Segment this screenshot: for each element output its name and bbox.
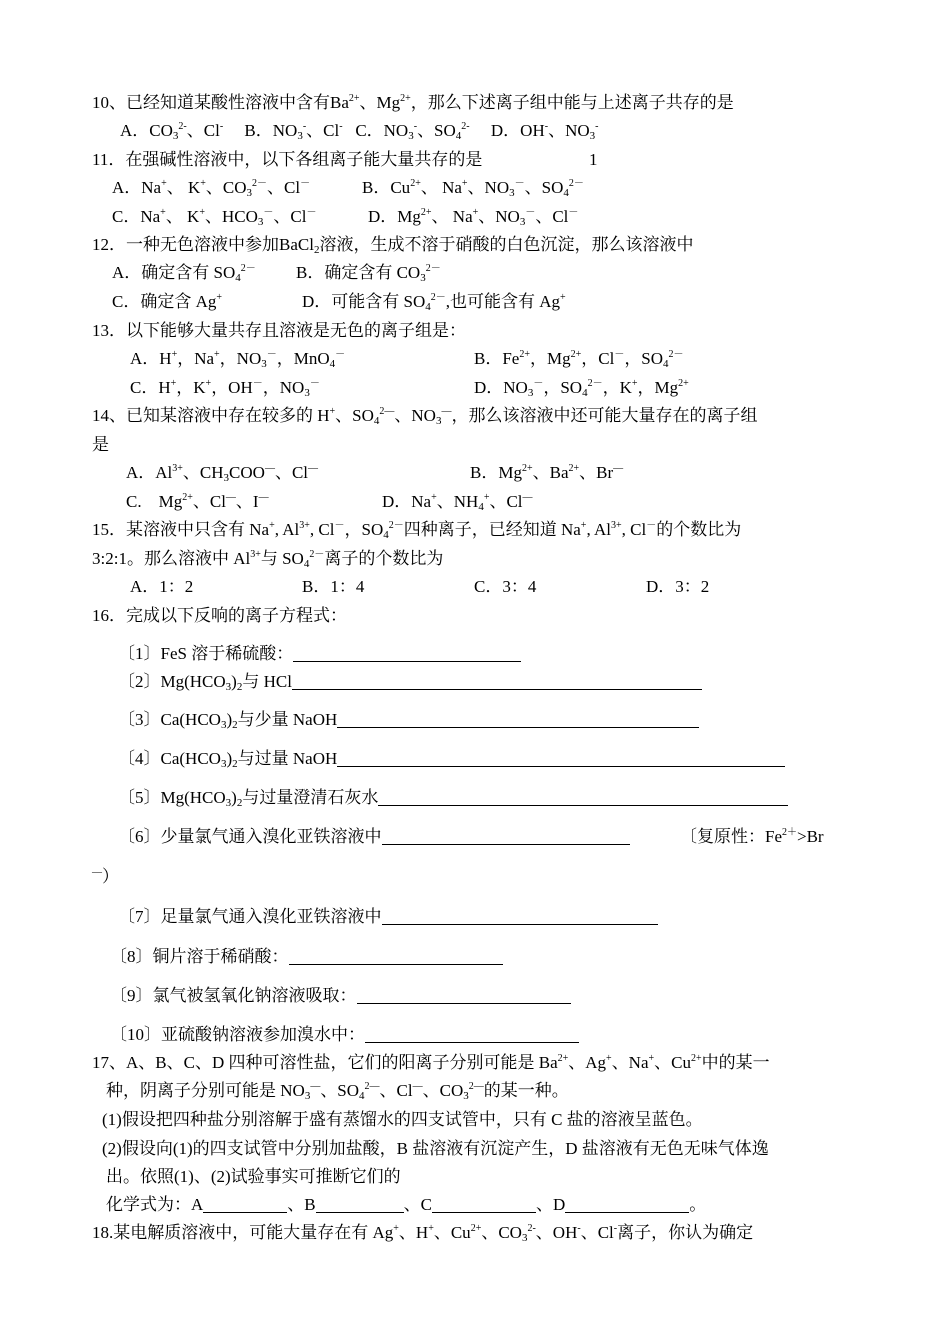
q17-stem-line2: 种，阴离子分别可能是 $NO_3^—$、$SO_4^{2—}$、Cl—、$CO_3^{2—}$的某一种。 bbox=[106, 1081, 569, 1102]
q11-stem: 11．在强碱性溶液中，以下各组离子能大量共存的是 bbox=[92, 150, 483, 169]
q16-item-6-hint: 〔复原性：$Fe^{2+}>Br$ bbox=[680, 827, 824, 846]
q14-stem-tail: 是 bbox=[92, 435, 109, 454]
answer-blank[interactable] bbox=[337, 748, 785, 767]
q11-option-c: C．Na+、 K+、$HCO_3^-$、Cl－ bbox=[112, 207, 317, 228]
q17-condition-2: (2)假设向(1)的四支试管中分别加盐酸，B 盐溶液有沉淀产生，D 盐溶液有无色无味气体逸 bbox=[102, 1139, 769, 1158]
q12-option-b: B．确定含有 $CO_3^{2-}$ bbox=[296, 263, 441, 284]
q16-item-7: 〔7〕足量氯气通入溴化亚铁溶液中 bbox=[118, 906, 658, 928]
q10-options bbox=[120, 120, 598, 142]
q13-stem: 13．以下能够大量共存且溶液是无色的离子组是： bbox=[92, 321, 466, 340]
q11-option-a: A．Na+、 K+、$CO_3^{2-}$、Cl－ bbox=[112, 178, 311, 199]
answer-blank[interactable] bbox=[337, 709, 699, 728]
q16-item-6: 〔6〕少量氯气通入溴化亚铁溶液中 bbox=[118, 826, 630, 848]
q10-option-a: A．$CO_3^{2-}$、Cl- bbox=[120, 121, 224, 142]
q16-item-9: 〔9〕氯气被氢氧化钠溶液吸取： bbox=[110, 985, 571, 1007]
q16-item-4: 〔4〕$Ca(HCO_3)_2$与过量 NaOH bbox=[118, 748, 785, 770]
answer-blank[interactable] bbox=[378, 787, 788, 806]
q14-option-d: D．Na+、$NH_4^+$、Cl— bbox=[382, 492, 533, 513]
q12-option-c: C．确定含 Ag+ bbox=[112, 292, 223, 311]
q15-option-d: D．3：2 bbox=[646, 577, 710, 596]
q10-option-b: B．$NO_3^-$、Cl- bbox=[244, 121, 343, 142]
q15-stem: 15．某溶液中只含有 Na+, $Al^{3+}$, Cl－，$SO_4^{2-}$四种离子，已经知道 Na+, $Al^{3+}$, Cl－的个数比为 bbox=[92, 520, 742, 541]
q13-option-d: D．$NO_3^-$，$SO_4^{2-}$，K+，$Mg^{2+}$ bbox=[474, 378, 689, 399]
q13-option-b: B．$Fe^{2+}$，$Mg^{2+}$，Cl－，$SO_4^{2-}$ bbox=[474, 349, 684, 370]
answer-blank[interactable] bbox=[289, 946, 503, 965]
q10-stem: 10、已经知道某酸性溶液中含有$Ba^{2+}$、$Mg^{2+}$，那么下述离子组中能与上述离子共存的是 bbox=[92, 93, 734, 112]
q17-condition-2-cont: 出。依照(1)、(2)试验事实可推断它们的 bbox=[106, 1167, 401, 1186]
q16-stem: 16．完成以下反响的离子方程式： bbox=[92, 606, 347, 625]
q16-item-6-hint-tail: —） bbox=[92, 867, 119, 886]
q14-option-b: B．$Mg^{2+}$、$Ba^{2+}$、Br— bbox=[470, 463, 624, 482]
q15-option-b: B．1：4 bbox=[302, 577, 365, 596]
q16-item-3: 〔3〕$Ca(HCO_3)_2$与少量 NaOH bbox=[118, 709, 699, 731]
q17-formula-answers: 化学式为：A 、B 、C 、D 。 bbox=[106, 1195, 707, 1214]
q15-option-a: A．1：2 bbox=[130, 577, 194, 596]
answer-blank[interactable] bbox=[382, 906, 658, 925]
q14-option-c: C. $Mg^{2+}$、Cl—、I— bbox=[126, 492, 269, 511]
answer-blank[interactable] bbox=[365, 1024, 579, 1043]
answer-blank[interactable] bbox=[565, 1194, 689, 1213]
q11-option-d: D．$Mg^{2+}$、 Na+、$NO_3^-$、Cl－ bbox=[368, 207, 579, 228]
q10-option-d: D．OH-、$NO_3^-$ bbox=[490, 121, 599, 142]
answer-blank[interactable] bbox=[292, 671, 702, 690]
q12-stem: 12．一种无色溶液中参加BaCl$_2$溶液，生成不溶于硝酸的白色沉淀，那么该溶液中 bbox=[92, 235, 694, 256]
q14-stem: 14、已知某溶液中存在较多的 H+、$SO_4^{2—}$、$NO_3^—$，那么该溶液中还可能大量存在的离子组 bbox=[92, 406, 758, 427]
q17-condition-1: (1)假设把四种盐分别溶解于盛有蒸馏水的四支试管中，只有 C 盐的溶液呈蓝色。 bbox=[102, 1110, 703, 1129]
q14-option-a: A．$Al^{3+}$、$CH_3COO^—$、Cl— bbox=[126, 463, 319, 484]
answer-blank[interactable] bbox=[432, 1194, 536, 1213]
q17-stem: 17、A、B、C、D 四种可溶性盐，它们的阳离子分别可能是 $Ba^{2+}$、Ag+、Na+、$Cu^{2+}$中的某一 bbox=[92, 1053, 770, 1072]
answer-blank[interactable] bbox=[357, 985, 571, 1004]
q12-option-a: A．确定含有 $SO_4^{2-}$ bbox=[112, 263, 256, 284]
q15-stem-line2: 3:2:1。那么溶液中 $Al^{3+}$与 $SO_4^{2-}$离子的个数比为 bbox=[92, 549, 444, 570]
q11-option-b: B．$Cu^{2+}$、 Na+、$NO_3^-$、$SO_4^{2-}$ bbox=[362, 178, 584, 199]
q16-item-8: 〔8〕铜片溶于稀硝酸： bbox=[110, 946, 503, 968]
answer-blank[interactable] bbox=[203, 1194, 287, 1213]
q12-option-d: D．可能含有 $SO_4^{2-}$,也可能含有 Ag+ bbox=[302, 292, 566, 313]
q13-option-c: C．H+，K+，OH－，$NO_3^-$ bbox=[130, 378, 320, 399]
q13-option-a: A．H+，Na+，$NO_3^-$，MnO$_4$－ bbox=[130, 349, 346, 370]
q16-item-5: 〔5〕$Mg(HCO_3)_2$与过量澄清石灰水 bbox=[118, 787, 788, 809]
q16-item-10: 〔10〕亚硫酸钠溶液参加溴水中： bbox=[110, 1024, 579, 1046]
answer-blank[interactable] bbox=[382, 826, 630, 845]
q10-option-c: C．$NO_3^-$、$SO_4^{2-}$ bbox=[355, 121, 470, 142]
q11-mark: 1 bbox=[589, 150, 598, 169]
answer-blank[interactable] bbox=[293, 643, 521, 662]
answer-blank[interactable] bbox=[316, 1194, 404, 1213]
q16-item-1: 〔1〕FeS 溶于稀硫酸： bbox=[118, 643, 521, 665]
q15-option-c: C．3：4 bbox=[474, 577, 537, 596]
q18-stem: 18.某电解质溶液中，可能大量存在有 Ag+、H+、$Cu^{2+}$、$CO_3^{2-}$、OH-、Cl-离子，你认为确定 bbox=[92, 1223, 754, 1244]
q16-item-2: 〔2〕$Mg(HCO_3)_2$与 HCl bbox=[118, 671, 702, 693]
